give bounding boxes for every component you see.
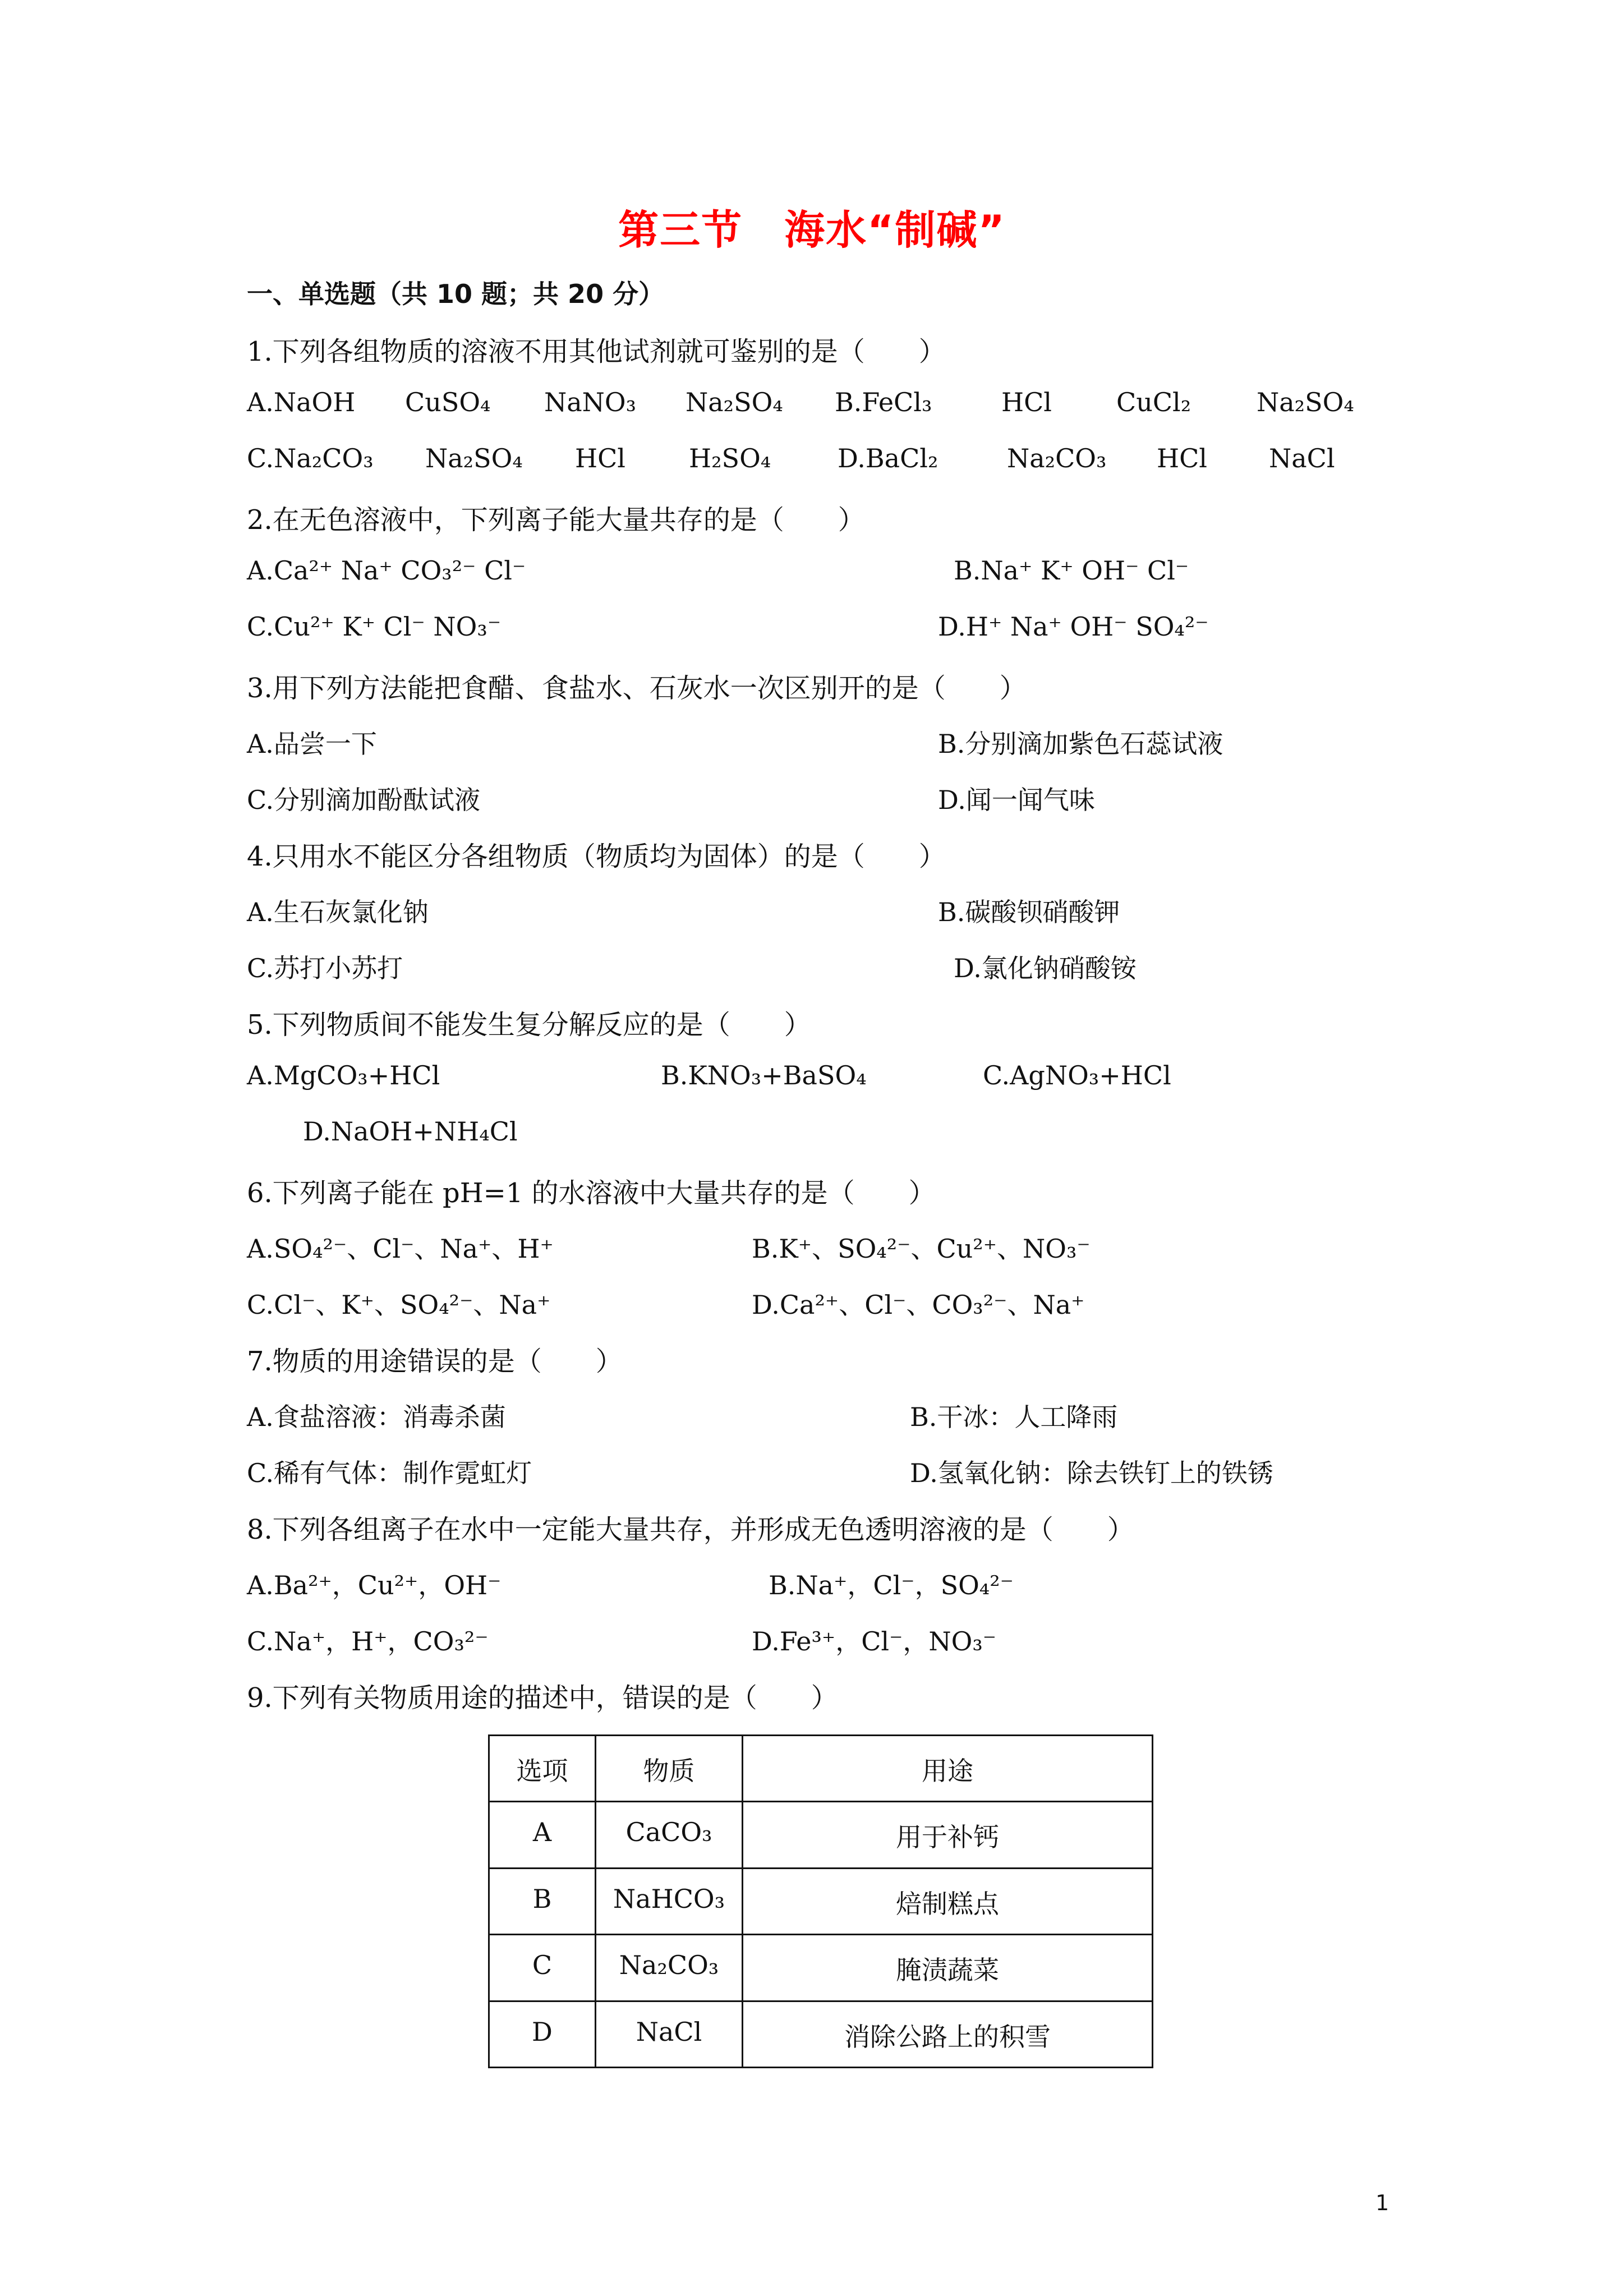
q8-option-c: C.Na⁺，H⁺，CO₃²⁻ xyxy=(247,1626,489,1657)
q1-option: HCl xyxy=(575,443,626,473)
q7-option-b: B.干冰：人工降雨 xyxy=(910,1402,1118,1432)
table-row xyxy=(489,2001,1153,2067)
q6-option-b: B.K⁺、SO₄²⁻、Cu²⁺、NO₃⁻ xyxy=(752,1234,1091,1264)
q1-option: A.NaOH xyxy=(247,387,356,417)
table-cell: 腌渍蔬菜 xyxy=(743,1935,1153,2001)
q4-option-d: D.氯化钠硝酸铵 xyxy=(954,953,1137,983)
question-7: 7.物质的用途错误的是（ ） xyxy=(247,1346,623,1377)
table-cell: B xyxy=(489,1868,596,1934)
table-row xyxy=(489,1935,1153,2001)
q5-option-c: C.AgNO₃+HCl xyxy=(983,1060,1171,1091)
q2-option-d: D.H⁺ Na⁺ OH⁻ SO₄²⁻ xyxy=(938,611,1209,642)
q5-option-a: A.MgCO₃+HCl xyxy=(247,1060,440,1091)
q7-option-c: C.稀有气体：制作霓虹灯 xyxy=(247,1458,532,1488)
q1-option: Na₂SO₄ xyxy=(686,387,783,417)
q5-option-d: D.NaOH+NH₄Cl xyxy=(303,1116,518,1147)
table-row xyxy=(489,1868,1153,1934)
q1-option: CuSO₄ xyxy=(405,387,491,417)
q1-option: CuCl₂ xyxy=(1116,387,1191,417)
q1-option: Na₂SO₄ xyxy=(425,443,523,473)
table-cell: CaCO₃ xyxy=(596,1802,743,1868)
table-cell: C xyxy=(489,1935,596,2001)
q3-option-c: C.分别滴加酚酞试液 xyxy=(247,785,481,815)
q3-option-b: B.分别滴加紫色石蕊试液 xyxy=(938,729,1223,759)
table-cell: 焙制糕点 xyxy=(743,1868,1153,1934)
usage-table xyxy=(488,1734,1153,2068)
q1-option: Na₂SO₄ xyxy=(1257,387,1354,417)
table-cell: A xyxy=(489,1802,596,1868)
q1-option: H₂SO₄ xyxy=(689,443,771,473)
question-3: 3.用下列方法能把食醋、食盐水、石灰水一次区别开的是（ ） xyxy=(247,673,1027,704)
q1-option: HCl xyxy=(1001,387,1052,417)
q4-option-b: B.碳酸钡硝酸钾 xyxy=(938,897,1120,927)
table-header-cell: 选项 xyxy=(489,1736,596,1802)
question-1: 1.下列各组物质的溶液不用其他试剂就可鉴别的是（ ） xyxy=(247,336,946,367)
q1-option: D.BaCl₂ xyxy=(838,443,938,473)
question-2: 2.在无色溶液中，下列离子能大量共存的是（ ） xyxy=(247,504,865,536)
q1-option: Na₂CO₃ xyxy=(1007,443,1107,473)
section-heading: 一、单选题（共 10 题；共 20 分） xyxy=(247,279,665,309)
table-cell: NaHCO₃ xyxy=(596,1868,743,1934)
q6-option-c: C.Cl⁻、K⁺、SO₄²⁻、Na⁺ xyxy=(247,1290,551,1320)
page-title: 第三节 海水“制碱” xyxy=(618,206,1006,254)
q1-option: HCl xyxy=(1157,443,1208,473)
question-8: 8.下列各组离子在水中一定能大量共存，并形成无色透明溶液的是（ ） xyxy=(247,1514,1134,1545)
q3-option-a: A.品尝一下 xyxy=(247,729,377,759)
q8-option-b: B.Na⁺，Cl⁻，SO₄²⁻ xyxy=(769,1570,1014,1600)
q2-option-a: A.Ca²⁺ Na⁺ CO₃²⁻ Cl⁻ xyxy=(247,555,526,586)
table-cell: D xyxy=(489,2001,596,2067)
question-4: 4.只用水不能区分各组物质（物质均为固体）的是（ ） xyxy=(247,841,946,872)
table-cell: 消除公路上的积雪 xyxy=(743,2001,1153,2067)
page-number: 1 xyxy=(1375,2191,1390,2215)
q7-option-d: D.氢氧化钠：除去铁钉上的铁锈 xyxy=(910,1458,1273,1488)
table-cell: Na₂CO₃ xyxy=(596,1935,743,2001)
q4-option-c: C.苏打小苏打 xyxy=(247,953,403,983)
question-5: 5.下列物质间不能发生复分解反应的是（ ） xyxy=(247,1009,811,1041)
table-header-cell: 用途 xyxy=(743,1736,1153,1802)
q3-option-d: D.闻一闻气味 xyxy=(938,785,1095,815)
question-9: 9.下列有关物质用途的描述中，错误的是（ ） xyxy=(247,1682,838,1714)
q1-option: B.FeCl₃ xyxy=(835,387,932,417)
table-cell: 用于补钙 xyxy=(743,1802,1153,1868)
q2-option-b: B.Na⁺ K⁺ OH⁻ Cl⁻ xyxy=(954,555,1189,586)
q8-option-d: D.Fe³⁺，Cl⁻，NO₃⁻ xyxy=(752,1626,997,1657)
q6-option-d: D.Ca²⁺、Cl⁻、CO₃²⁻、Na⁺ xyxy=(752,1290,1085,1320)
question-6: 6.下列离子能在 pH=1 的水溶液中大量共存的是（ ） xyxy=(247,1177,936,1209)
q8-option-a: A.Ba²⁺，Cu²⁺，OH⁻ xyxy=(247,1570,502,1600)
q1-option: NaCl xyxy=(1269,443,1335,473)
table-row xyxy=(489,1802,1153,1868)
q1-option: C.Na₂CO₃ xyxy=(247,443,374,473)
q6-option-a: A.SO₄²⁻、Cl⁻、Na⁺、H⁺ xyxy=(247,1234,554,1264)
q5-option-b: B.KNO₃+BaSO₄ xyxy=(661,1060,867,1091)
table-header-cell: 物质 xyxy=(596,1736,743,1802)
q7-option-a: A.食盐溶液：消毒杀菌 xyxy=(247,1402,506,1432)
q2-option-c: C.Cu²⁺ K⁺ Cl⁻ NO₃⁻ xyxy=(247,611,502,642)
q1-option: NaNO₃ xyxy=(544,387,637,417)
table-header-row xyxy=(489,1736,1153,1802)
q4-option-a: A.生石灰氯化钠 xyxy=(247,897,429,927)
table-cell: NaCl xyxy=(596,2001,743,2067)
